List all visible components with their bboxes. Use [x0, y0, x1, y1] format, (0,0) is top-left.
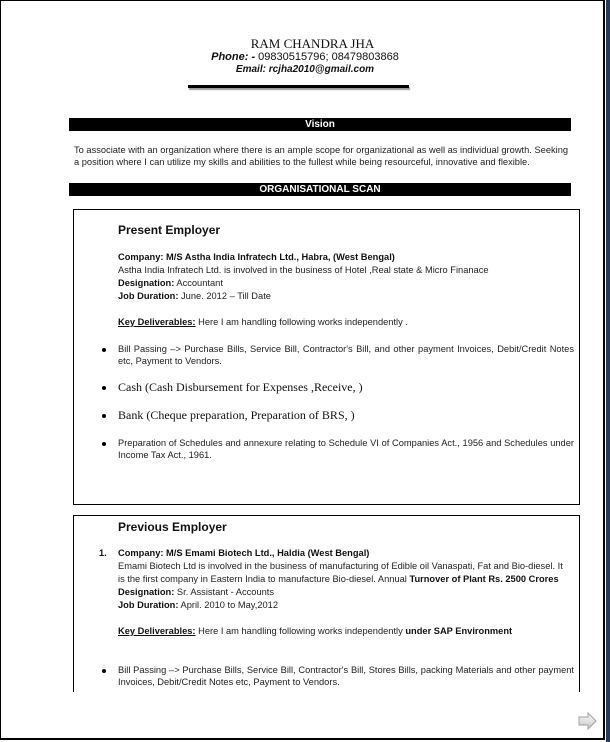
present-bullet-4: Preparation of Schedules and annexure relating to Schedule VI of Companies Act., 1956 and Schedules under Income Tax Act., 1961. — [118, 438, 574, 460]
previous-designation — [118, 586, 274, 599]
phone-label: Phone: - — [211, 51, 256, 63]
bullet-icon — [102, 348, 106, 352]
previous-employer-title: Previous Employer — [118, 520, 227, 534]
deliverables-bold: under SAP Environment — [405, 626, 513, 636]
bullet-icon — [102, 414, 106, 418]
vision-text: To associate with an organization where there is an ample scope for organizational as well as individual growth. Seeking a position where I can utilize my skills and abilities to the fullest while being resourceful, innovative and flexible. — [74, 145, 569, 167]
phone-line — [0, 51, 610, 64]
header-divider — [188, 85, 409, 88]
bullet-icon — [102, 442, 106, 446]
duration-value: April. 2010 to May,2012 — [178, 600, 279, 610]
present-bullet-3: Bank (Cheque preparation, Preparation of BRS, ) — [118, 408, 355, 422]
present-company: Company: M/S Astha India Infratech Ltd., Habra, (West Bengal) — [118, 252, 395, 262]
previous-number: 1. — [99, 548, 107, 558]
email-line: Email: rcjha2010@gmail.com — [235, 64, 375, 75]
present-designation — [118, 277, 223, 290]
present-employer-title: Present Employer — [118, 223, 221, 237]
phone-value: 09830515796; 08479803868 — [255, 51, 399, 63]
description-text: is the first company in Eastern India to manufacture Bio-diesel. Annual — [118, 574, 410, 584]
present-duration — [118, 290, 271, 303]
previous-company: Company: M/S Emami Biotech Ltd., Haldia (West Bengal) — [118, 548, 370, 558]
vision-heading: Vision — [69, 118, 571, 131]
present-bullet-1: Bill Passing –> Purchase Bills, Service Bill, Contractor's Bill, and other payment Invoices, Debit/Credit Notes etc, Payment to Vendors. — [118, 344, 574, 366]
designation-label: Designation: — [118, 587, 175, 597]
designation-value: Accountant — [174, 278, 223, 288]
previous-duration — [118, 599, 278, 612]
deliverables-text: Here I am handling following works independently . — [195, 317, 408, 327]
present-description: Astha India Infratech Ltd. is involved in the business of Hotel ,Real state & Micro Finanace — [118, 265, 489, 275]
previous-bullet-1: Bill Passing –> Purchase Bills, Service Bill, Contractor's Bill, Stores Bills, packing Materials and other payment Invoices, Debit/Credit Notes etc, Payment to Vendors. — [118, 665, 574, 687]
org-scan-heading: ORGANISATIONAL SCAN — [69, 183, 571, 196]
present-bullet-2: Cash (Cash Disbursement for Expenses ,Receive, ) — [118, 380, 363, 394]
candidate-name: RAM CHANDRA JHA — [250, 36, 375, 51]
designation-label: Designation: — [118, 278, 175, 288]
deliverables-text: Here I am handling following works independently — [195, 626, 406, 636]
turnover-text: Turnover of Plant Rs. 2500 Crores — [409, 574, 559, 584]
previous-deliverables — [118, 625, 512, 638]
deliverables-label: Key Deliverables: — [118, 317, 196, 327]
duration-label: Job Duration: — [118, 600, 179, 610]
deliverables-label: Key Deliverables: — [118, 626, 196, 636]
duration-label: Job Duration: — [118, 291, 179, 301]
right-arrow-icon[interactable] — [578, 712, 598, 730]
bullet-icon — [102, 669, 106, 673]
previous-description-1: Emami Biotech Ltd is involved in the business of manufacturing of Edible oil Vanaspati, Fat and Bio-diesel. It — [118, 561, 563, 571]
previous-description-2 — [118, 573, 559, 586]
window-edge — [606, 0, 610, 742]
designation-value: Sr. Assistant - Accounts — [174, 587, 275, 597]
present-deliverables — [118, 316, 408, 329]
duration-value: June. 2012 – Till Date — [178, 291, 271, 301]
resume-header — [0, 36, 610, 76]
bullet-icon — [102, 386, 106, 390]
